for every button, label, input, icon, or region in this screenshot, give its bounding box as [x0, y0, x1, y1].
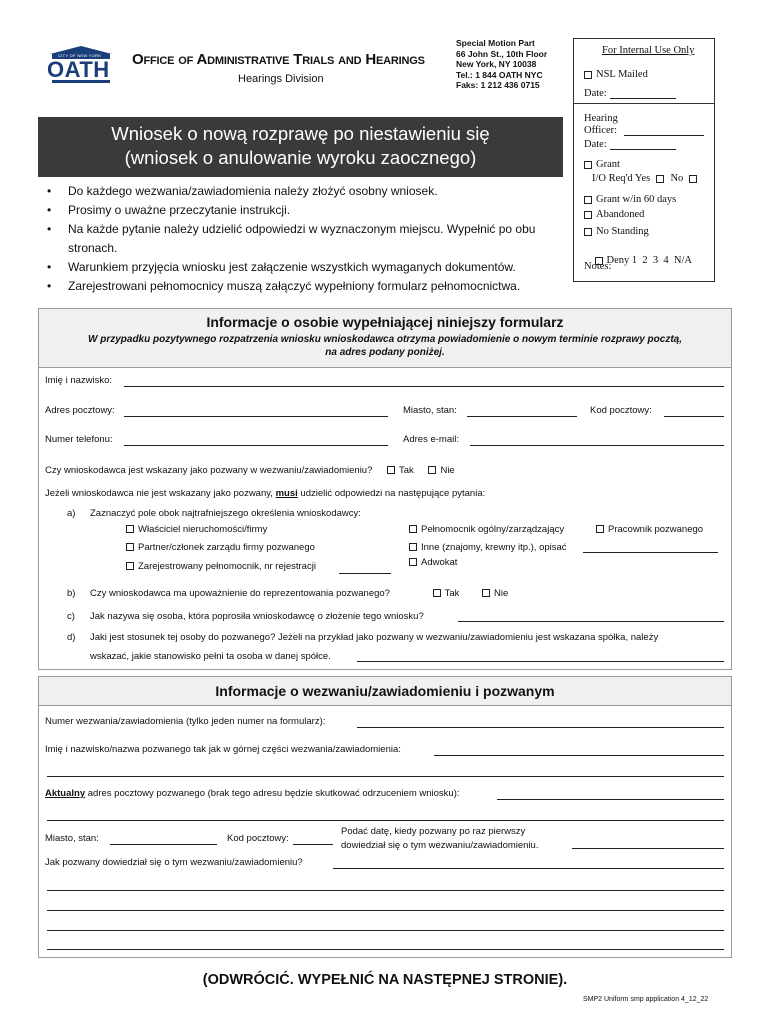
how-learned-input-2[interactable] — [47, 890, 724, 891]
general-agent-checkbox[interactable] — [409, 525, 417, 533]
io-yes-checkbox[interactable] — [656, 175, 664, 183]
form-id: SMP2 Uniform smp application 4_12_22 — [583, 996, 709, 1003]
name-input[interactable] — [124, 386, 724, 387]
registration-number-input[interactable] — [339, 573, 391, 574]
officer-field[interactable] — [624, 135, 704, 136]
divider — [574, 103, 714, 104]
address-block — [456, 38, 547, 91]
grant-checkbox[interactable] — [584, 161, 592, 169]
how-learned-input-5[interactable] — [47, 949, 724, 950]
date-field[interactable] — [610, 98, 676, 99]
list-item: • Na każde pytanie należy udzielić odpowiedzi w wyznaczonym miejscu. Wypełnić po obu stronach. — [38, 220, 558, 258]
first-learned-date-input[interactable] — [572, 848, 724, 849]
logo-text: OATH — [47, 57, 110, 82]
current-address-label — [45, 788, 460, 799]
title-line1: Wniosek o nową rozprawę po niestawieniu się — [111, 123, 490, 144]
lawyer-option — [409, 557, 457, 568]
deny-label: Deny 1 2 3 4 N/A — [606, 255, 692, 266]
no-standing-checkbox[interactable] — [584, 228, 592, 236]
employee-checkbox[interactable] — [596, 525, 604, 533]
no-standing-label: No Standing — [596, 226, 649, 237]
partner-option — [126, 542, 315, 553]
authorized-no-checkbox[interactable] — [482, 589, 490, 597]
how-learned-input[interactable] — [333, 868, 724, 869]
turn-over-notice: (ODWRÓCIĆ. WYPEŁNIĆ NA NASTĘPNEJ STRONIE). — [202, 972, 568, 988]
section2-header — [38, 676, 732, 706]
no-label: Nie — [440, 465, 455, 476]
owner-checkbox[interactable] — [126, 525, 134, 533]
item-d-text-2: wskazać, jakie stanowisko pełni ta osoba w danej spółce. — [90, 651, 331, 662]
other-description-input[interactable] — [583, 552, 718, 553]
io-req-row — [592, 173, 701, 184]
section1-title: Informacje o osobie wypełniającej niniejszy formularz — [206, 314, 564, 330]
general-agent-option — [409, 524, 564, 535]
respondent-name-label: Imię i nazwisko/nazwa pozwanego tak jak w górnej części wezwania/zawiadomienia: — [45, 744, 401, 755]
abandoned-label: Abandoned — [596, 209, 645, 220]
address-input[interactable] — [124, 416, 388, 417]
respondent-yes-checkbox[interactable] — [387, 466, 395, 474]
current-rest: adres pocztowy pozwanego (brak tego adresu będzie skutkować odrzuceniem wniosku): — [87, 788, 460, 799]
summons-number-label: Numer wezwania/zawiadomienia (tylko jeden numer na formularz): — [45, 716, 326, 727]
yes-label: Tak — [444, 588, 460, 599]
abandoned-checkbox[interactable] — [584, 211, 592, 219]
item-c-label: c) — [67, 611, 75, 622]
respondent-name-input[interactable] — [434, 755, 724, 756]
general-agent-label: Pełnomocnik ogólny/zarządzający — [421, 524, 565, 535]
item-a-label: a) — [67, 508, 76, 519]
resp-city-label: Miasto, stan: — [45, 833, 99, 844]
date-label: Date: — [584, 88, 607, 99]
other-option — [409, 542, 567, 553]
hearing-label: Hearing — [584, 113, 618, 124]
list-item: • Warunkiem przyjęcia wniosku jest załączenie wszystkich wymaganych dokumentów. — [38, 258, 558, 277]
respondent-no-checkbox[interactable] — [428, 466, 436, 474]
lawyer-checkbox[interactable] — [409, 558, 417, 566]
address-line: New York, NY 10038 — [456, 59, 537, 70]
current-address-input-2[interactable] — [47, 820, 724, 821]
nsl-mailed-label: NSL Mailed — [596, 69, 648, 80]
current-bold: Aktualny — [45, 788, 86, 799]
summons-number-input[interactable] — [357, 727, 724, 728]
other-label: Inne (znajomy, krewny itp.), opisać — [421, 542, 567, 553]
officer-label: Officer: — [584, 125, 618, 136]
email-label: Adres e-mail: — [403, 434, 459, 445]
io-no-label: No — [670, 173, 684, 184]
nsl-mailed-row — [584, 69, 648, 80]
oath-logo — [44, 44, 118, 90]
name-label: Imię i nazwisko: — [45, 375, 113, 386]
owner-option — [126, 524, 267, 535]
grant-row — [584, 159, 620, 170]
address-line: Tel.: 1 844 OATH NYC — [456, 69, 543, 80]
partner-label: Partner/członek zarządu firmy pozwanego — [138, 542, 315, 553]
item-b-text: Czy wnioskodawca ma upoważnienie do reprezentowania pozwanego? — [90, 588, 390, 599]
no-standing-row — [584, 226, 649, 237]
list-item: • Do każdego wezwania/zawiadomienia należy złożyć osobny wniosek. — [38, 182, 558, 201]
instructions-list — [38, 182, 558, 296]
if-not-pre: Jeżeli wnioskodawca nie jest wskazany jako pozwany, — [45, 488, 273, 499]
grant-label: Grant — [596, 159, 620, 170]
section1-subtitle-2: na adres podany poniżej. — [325, 347, 445, 358]
employee-option — [596, 524, 703, 535]
employee-label: Pracownik pozwanego — [608, 524, 704, 535]
date2-field[interactable] — [610, 149, 676, 150]
respondent-question: Czy wnioskodawca jest wskazany jako pozwany w wezwaniu/zawiadomieniu? — [45, 465, 373, 476]
requester-name-input[interactable] — [458, 621, 724, 622]
lawyer-label: Adwokat — [421, 557, 458, 568]
address-label: Adres pocztowy: — [45, 405, 115, 416]
current-address-input[interactable] — [497, 799, 724, 800]
partner-checkbox[interactable] — [126, 543, 134, 551]
resp-zip-input[interactable] — [293, 844, 333, 845]
abandoned-row — [584, 209, 644, 220]
nsl-mailed-checkbox[interactable] — [584, 71, 592, 79]
item-b-row — [90, 588, 508, 599]
item-a-text: Zaznaczyć pole obok najtrafniejszego określenia wnioskodawcy: — [90, 508, 361, 519]
internal-use-title: For Internal Use Only — [602, 45, 695, 56]
other-checkbox[interactable] — [409, 543, 417, 551]
yes-label: Tak — [399, 465, 414, 476]
how-learned-input-4[interactable] — [47, 930, 724, 931]
how-learned-input-3[interactable] — [47, 910, 724, 911]
no-label: Nie — [494, 588, 509, 599]
date-question-line1: Podać datę, kiedy pozwany po raz pierwszy — [341, 826, 526, 837]
registered-label: Zarejestrowany pełnomocnik, nr rejestracji — [138, 561, 316, 572]
how-learned-label: Jak pozwany dowiedział się o tym wezwaniu/zawiadomieniu? — [45, 857, 303, 868]
list-item: • Prosimy o uważne przeczytanie instrukcji. — [38, 201, 558, 220]
authorized-yes-checkbox[interactable] — [433, 589, 441, 597]
phone-input[interactable] — [124, 445, 388, 446]
date2-label: Date: — [584, 139, 607, 150]
email-input[interactable] — [470, 445, 724, 446]
city-input[interactable] — [467, 416, 577, 417]
office-title: Office of Administrative Trials and Hearings — [132, 51, 425, 68]
list-item: • Zarejestrowani pełnomocnicy muszą załączyć wypełniony formularz pełnomocnictwa. — [38, 277, 558, 296]
if-not-post: udzielić odpowiedzi na następujące pytania: — [300, 488, 486, 499]
grant-60-label: Grant w/in 60 days — [596, 194, 677, 205]
grant-60-row — [584, 194, 676, 205]
grant-60-checkbox[interactable] — [584, 196, 592, 204]
section2-title: Informacje o wezwaniu/zawiadomieniu i pozwanym — [215, 683, 555, 699]
address-line: Special Motion Part — [456, 38, 535, 48]
registered-checkbox[interactable] — [126, 562, 134, 570]
if-not-instruction — [45, 488, 485, 499]
section1-header — [38, 308, 732, 368]
logo-subtext: CITY OF NEW YORK — [58, 53, 102, 58]
first-learned-date-label — [341, 825, 538, 853]
registered-option — [126, 561, 316, 572]
item-d-text: Jaki jest stosunek tej osoby do pozwanego? Jeżeli na przykład jako pozwany w wezwaniu/zawiadomieniu jest wskazana spółka, należy — [90, 632, 659, 643]
relationship-input[interactable] — [357, 661, 724, 662]
item-b-label: b) — [67, 588, 76, 599]
respondent-name-input-2[interactable] — [47, 776, 724, 777]
division-name: Hearings Division — [238, 73, 324, 85]
io-no-checkbox[interactable] — [689, 175, 697, 183]
zip-label: Kod pocztowy: — [590, 405, 652, 416]
zip-input[interactable] — [664, 416, 724, 417]
resp-zip-label: Kod pocztowy: — [227, 833, 289, 844]
city-label: Miasto, stan: — [403, 405, 457, 416]
resp-city-input[interactable] — [110, 844, 217, 845]
address-line: Faks: 1 212 436 0715 — [456, 80, 540, 91]
item-c-text: Jak nazywa się osoba, która poprosiła wnioskodawcę o złożenie tego wniosku? — [90, 611, 424, 622]
phone-label: Numer telefonu: — [45, 434, 113, 445]
owner-label: Właściciel nieruchomości/firmy — [138, 524, 268, 535]
internal-use-box — [573, 38, 715, 282]
date-question-line2: dowiedział się o tym wezwaniu/zawiadomieniu. — [341, 840, 539, 851]
title-box — [38, 117, 563, 177]
if-not-must: musi — [275, 488, 298, 499]
respondent-question-row — [45, 465, 455, 476]
title-line2: (wniosek o anulowanie wyroku zaocznego) — [124, 147, 477, 168]
notes-label: Notes: — [584, 261, 612, 272]
address-line: 66 John St., 10th Floor — [456, 48, 548, 59]
io-req-label: I/O Req'd Yes — [592, 173, 651, 184]
item-d-label: d) — [67, 632, 76, 643]
section1-subtitle: W przypadku pozytywnego rozpatrzenia wniosku wnioskodawca otrzyma powiadomienie o nowym terminie rozprawy pocztą, — [88, 334, 682, 345]
